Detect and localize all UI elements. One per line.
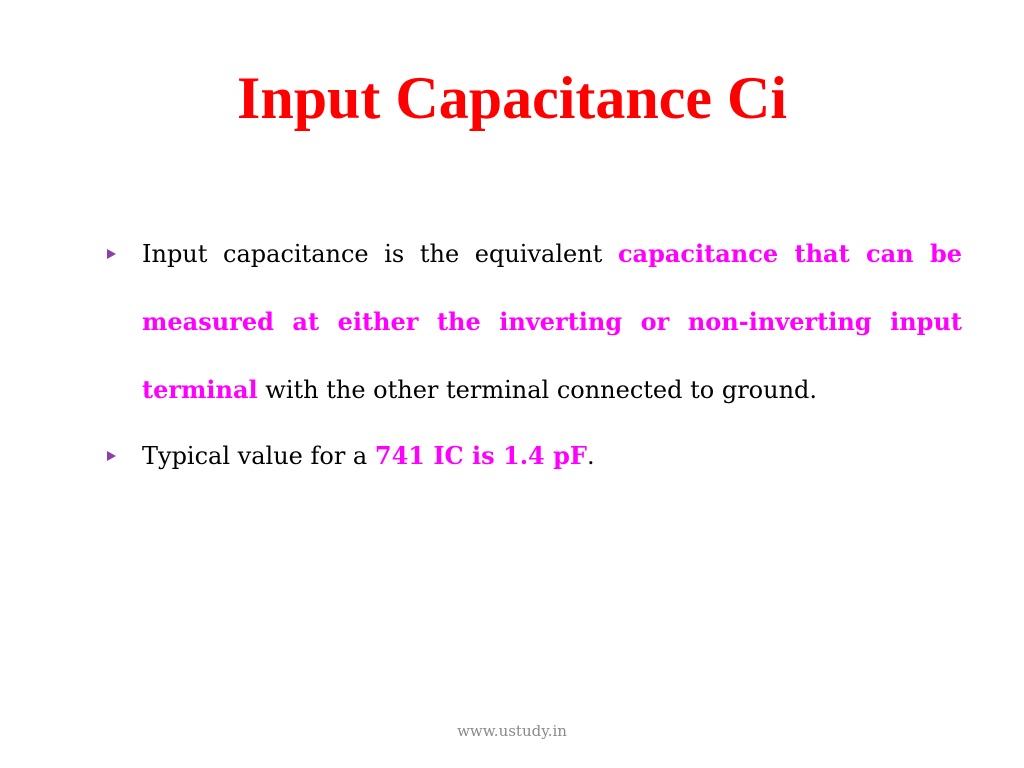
triangle-right-icon bbox=[107, 451, 116, 461]
bullet-highlight: 741 IC is 1.4 pF bbox=[374, 441, 587, 470]
bullet-highlight: capacitance that can be measured at either the inverting or non-inverting input terminal bbox=[142, 239, 962, 404]
bullet-item-typical-value bbox=[104, 436, 962, 476]
footer-url: www.ustudy.in bbox=[457, 722, 567, 740]
bullet-text: with the other terminal connected to ground. bbox=[257, 376, 818, 404]
bullet-item-input-capacitance bbox=[104, 220, 962, 424]
bullet-list bbox=[104, 228, 962, 476]
bullet-text: Typical value for a bbox=[142, 442, 375, 470]
bullet-text: Input capacitance is the equivalent bbox=[142, 240, 618, 268]
bullet-text: . bbox=[586, 442, 595, 470]
slide-title: Input Capacitance Ci bbox=[236, 65, 788, 131]
triangle-right-icon bbox=[107, 249, 116, 259]
